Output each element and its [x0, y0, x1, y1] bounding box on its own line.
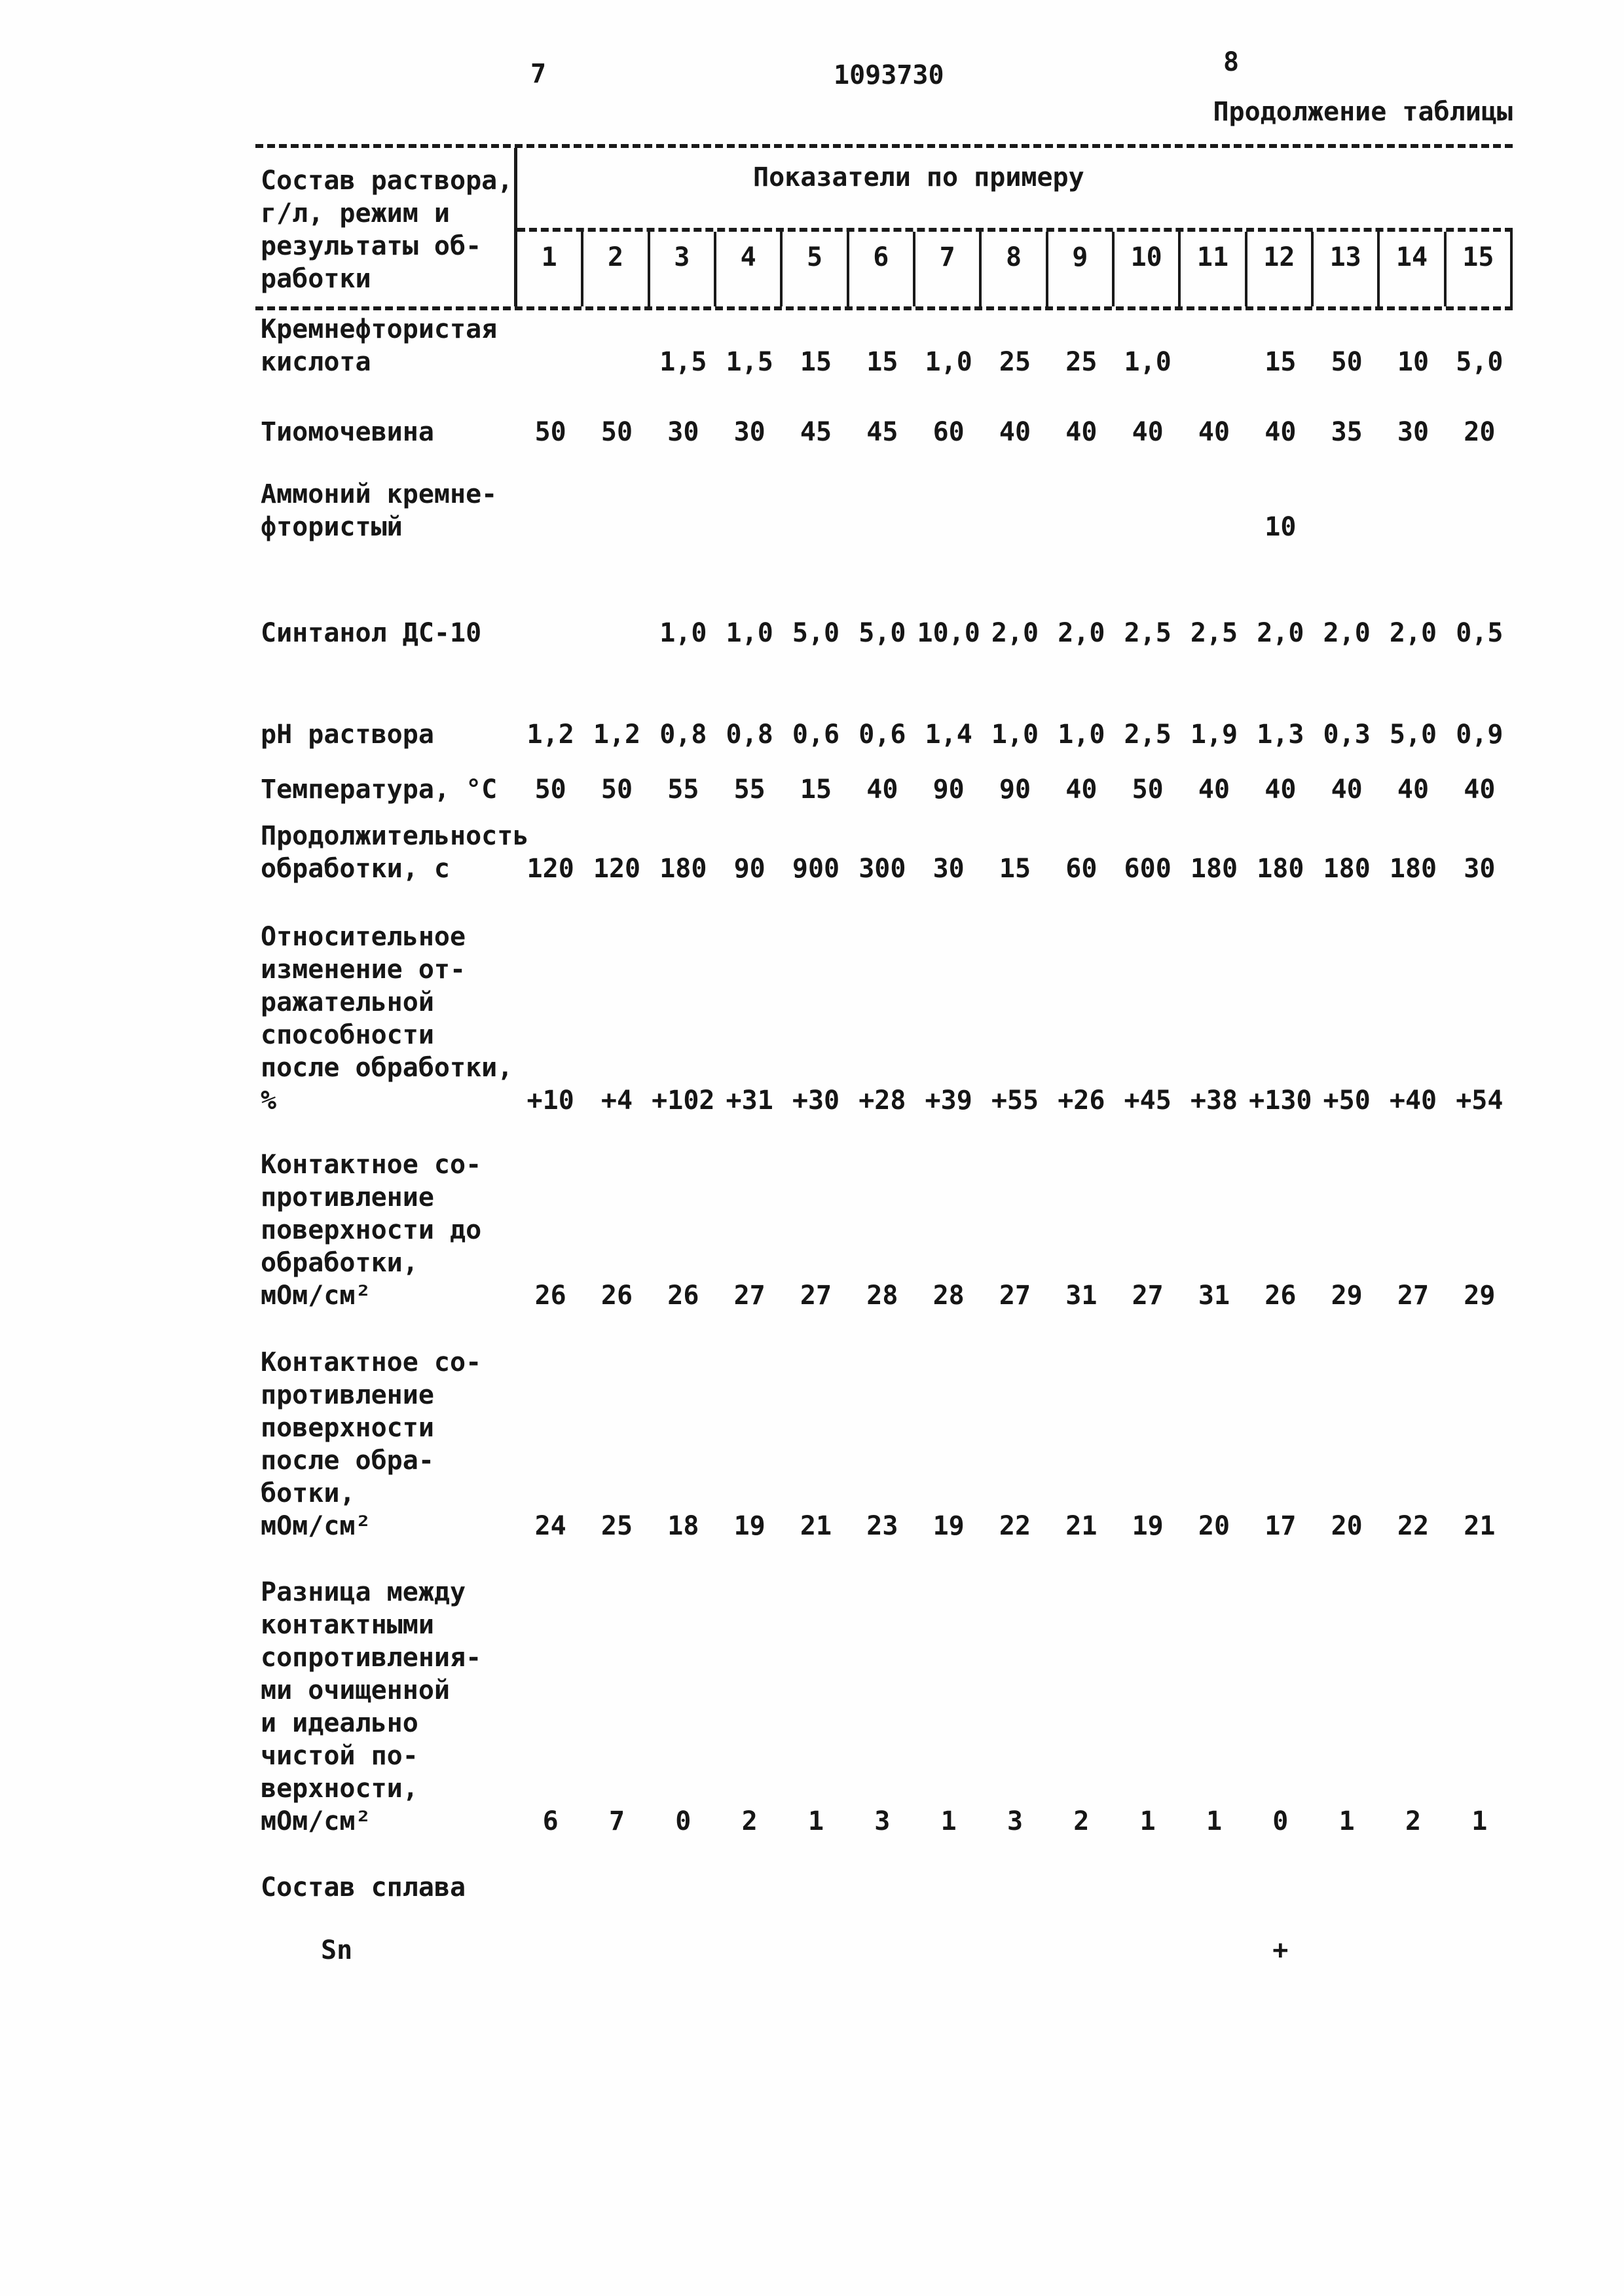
data-table: [255, 144, 1513, 2095]
cell-value: 25: [1065, 347, 1098, 377]
cell-value: 40: [1331, 774, 1363, 805]
cell-value: +45: [1124, 1085, 1172, 1116]
stub-header-line: результаты об-: [261, 231, 482, 261]
cell-value: 40: [1132, 417, 1164, 447]
row-label-line: обработки, с: [261, 854, 450, 884]
cell-value: 25: [999, 347, 1031, 377]
row-label-line: Аммоний кремне-: [261, 479, 498, 509]
column-header: 8: [982, 232, 1048, 306]
cell-value: 120: [526, 854, 574, 884]
table-row: [255, 773, 1513, 806]
cell-value: 180: [659, 854, 707, 884]
cell-value: 50: [1331, 347, 1363, 377]
cell-value: +40: [1389, 1085, 1437, 1116]
cell-value: 31: [1198, 1281, 1230, 1311]
cell-value: 26: [600, 1281, 633, 1311]
cell-value: 21: [800, 1511, 832, 1541]
table-row: [255, 478, 1513, 543]
cell-value: 55: [667, 774, 699, 805]
cell-value: 22: [1397, 1511, 1430, 1541]
row-label-line: поверхности: [261, 1413, 434, 1443]
cell-value: 1,2: [593, 720, 641, 750]
cell-value: 30: [1464, 854, 1496, 884]
cell-value: 1,0: [991, 720, 1039, 750]
column-header: 11: [1181, 232, 1247, 306]
cell-value: 5,0: [1456, 347, 1504, 377]
cell-value: 31: [1065, 1281, 1098, 1311]
cell-value: 19: [733, 1511, 766, 1541]
cell-value: 1,0: [659, 618, 707, 648]
row-label-line: способности: [261, 1020, 434, 1050]
column-header: 6: [849, 232, 915, 306]
cell-value: 1,5: [659, 347, 707, 377]
cell-value: 2,0: [991, 618, 1039, 648]
column-header: 3: [650, 232, 716, 306]
cell-value: 15: [866, 347, 898, 377]
cell-value: 180: [1389, 854, 1437, 884]
group-header: Показатели по примеру: [753, 162, 1084, 192]
cell-value: 1,3: [1257, 720, 1304, 750]
cell-value: +: [1272, 1935, 1289, 1965]
stub-header-line: Состав раствора,: [261, 166, 513, 196]
cell-value: 2,0: [1257, 618, 1304, 648]
cell-value: 2: [1073, 1806, 1090, 1836]
column-header: 14: [1380, 232, 1446, 306]
table-row: [255, 1148, 1513, 1312]
cell-value: 900: [792, 854, 840, 884]
cell-value: 17: [1264, 1511, 1297, 1541]
cell-value: 1: [1338, 1806, 1355, 1836]
row-label-line: верхности,: [261, 1774, 418, 1804]
cell-value: 50: [534, 417, 566, 447]
cell-value: 5,0: [858, 618, 906, 648]
cell-value: +55: [991, 1085, 1039, 1116]
table-continuation-note: Продолжение таблицы: [1213, 97, 1513, 127]
cell-value: +28: [858, 1085, 906, 1116]
cell-value: 120: [593, 854, 641, 884]
row-label-line: Контактное со-: [261, 1347, 482, 1377]
cell-value: 40: [1065, 774, 1098, 805]
cell-value: 1,0: [726, 618, 773, 648]
cell-value: 180: [1190, 854, 1238, 884]
cell-value: 40: [1264, 417, 1297, 447]
row-label-line: ботки,: [261, 1478, 356, 1508]
stub-header-line: г/л, режим и: [261, 198, 450, 228]
cell-value: 6: [542, 1806, 559, 1836]
cell-value: 50: [1132, 774, 1164, 805]
cell-value: 2,0: [1058, 618, 1105, 648]
cell-value: 28: [932, 1281, 965, 1311]
cell-value: 600: [1124, 854, 1172, 884]
cell-value: 2,0: [1389, 618, 1437, 648]
cell-value: 2,5: [1190, 618, 1238, 648]
cell-value: 2,0: [1323, 618, 1371, 648]
cell-value: 19: [932, 1511, 965, 1541]
row-label-line: Sn: [321, 1935, 353, 1965]
cell-value: 10: [1397, 347, 1430, 377]
cell-value: 5,0: [1389, 720, 1437, 750]
cell-value: 30: [932, 854, 965, 884]
cell-value: 30: [1397, 417, 1430, 447]
cell-value: 2,5: [1124, 618, 1172, 648]
table-body: [255, 144, 1513, 2095]
cell-value: 7: [608, 1806, 625, 1836]
row-label-line: Кремнефтористая: [261, 314, 498, 344]
cell-value: 26: [534, 1281, 566, 1311]
cell-value: 26: [667, 1281, 699, 1311]
table-row: [255, 1576, 1513, 1838]
cell-value: 1,2: [526, 720, 574, 750]
table-row: [255, 820, 1513, 885]
cell-value: 23: [866, 1511, 898, 1541]
cell-value: 180: [1257, 854, 1304, 884]
cell-value: 27: [1132, 1281, 1164, 1311]
cell-value: 50: [600, 417, 633, 447]
right-page-number: 8: [1223, 47, 1240, 77]
cell-value: 18: [667, 1511, 699, 1541]
cell-value: 1: [1139, 1806, 1156, 1836]
cell-value: +31: [726, 1085, 773, 1116]
table-row: [255, 617, 1513, 649]
row-label: [255, 1576, 517, 1838]
cell-value: 2,5: [1124, 720, 1172, 750]
column-header: 4: [716, 232, 783, 306]
cell-value: 15: [800, 774, 832, 805]
row-label-line: мОм/см²: [261, 1806, 371, 1836]
column-header: 15: [1447, 232, 1513, 306]
cell-value: 0,8: [659, 720, 707, 750]
cell-value: +30: [792, 1085, 840, 1116]
cell-value: 35: [1331, 417, 1363, 447]
row-label: [255, 820, 529, 885]
cell-value: 1: [940, 1806, 957, 1836]
cell-value: 1: [807, 1806, 824, 1836]
row-label-line: сопротивления-: [261, 1643, 482, 1673]
row-label-line: Синтанол ДС-10: [261, 618, 482, 648]
cell-value: 3: [874, 1806, 891, 1836]
cell-value: 40: [1198, 774, 1230, 805]
column-header: 12: [1247, 232, 1314, 306]
cell-value: 40: [1065, 417, 1098, 447]
cell-value: +38: [1190, 1085, 1238, 1116]
cell-value: 10: [1264, 512, 1297, 542]
cell-value: 26: [1264, 1281, 1297, 1311]
cell-value: 1,0: [1124, 347, 1172, 377]
row-label-line: кислота: [261, 347, 371, 377]
row-label: [255, 1148, 517, 1312]
cell-value: 27: [733, 1281, 766, 1311]
row-label: [255, 718, 517, 751]
row-label: [255, 617, 517, 649]
cell-value: 24: [534, 1511, 566, 1541]
row-label-line: Тиомочевина: [261, 417, 434, 447]
stub-header-line: работки: [261, 264, 371, 294]
row-label-line: мОм/см²: [261, 1511, 371, 1541]
cell-value: 20: [1464, 417, 1496, 447]
cell-value: 60: [1065, 854, 1098, 884]
cell-value: 1,9: [1190, 720, 1238, 750]
row-label: [255, 1934, 517, 1967]
document-number: 1093730: [834, 60, 944, 90]
row-label-line: изменение от-: [261, 955, 466, 985]
cell-value: 27: [1397, 1281, 1430, 1311]
cell-value: 1,0: [1058, 720, 1105, 750]
table-row: [255, 1871, 1513, 1904]
table-row: [255, 718, 1513, 751]
cell-value: 45: [866, 417, 898, 447]
cell-value: 0,6: [858, 720, 906, 750]
table-row: [255, 920, 1513, 1117]
cell-value: 15: [1264, 347, 1297, 377]
cell-value: 1,5: [726, 347, 773, 377]
cell-value: 50: [534, 774, 566, 805]
row-label: [255, 1871, 517, 1904]
row-label-line: %: [261, 1085, 277, 1116]
table-row: [255, 1934, 1513, 1967]
row-label-line: рН раствора: [261, 720, 434, 750]
row-label-line: мОм/см²: [261, 1281, 371, 1311]
row-label-line: ми очищенной: [261, 1675, 450, 1705]
row-label: [255, 773, 517, 806]
cell-value: 30: [667, 417, 699, 447]
row-label-line: Контактное со-: [261, 1150, 482, 1180]
row-label-line: Состав сплава: [261, 1872, 466, 1903]
cell-value: 40: [866, 774, 898, 805]
cell-value: 40: [1464, 774, 1496, 805]
cell-value: +39: [925, 1085, 972, 1116]
cell-value: +102: [652, 1085, 715, 1116]
row-label-line: поверхности до: [261, 1215, 482, 1245]
row-label-line: Температура, °С: [261, 774, 498, 805]
row-label: [255, 1346, 517, 1542]
column-header: 2: [583, 232, 650, 306]
cell-value: +26: [1058, 1085, 1105, 1116]
row-label-line: обработки,: [261, 1248, 418, 1278]
table-row: [255, 313, 1513, 378]
cell-value: 1: [1206, 1806, 1223, 1836]
row-label: [255, 920, 517, 1117]
cell-value: 3: [1006, 1806, 1024, 1836]
row-label: [255, 416, 517, 448]
cell-value: 25: [600, 1511, 633, 1541]
cell-value: +54: [1456, 1085, 1504, 1116]
cell-value: 30: [733, 417, 766, 447]
column-header: 10: [1115, 232, 1181, 306]
cell-value: 5,0: [792, 618, 840, 648]
cell-value: 0,9: [1456, 720, 1504, 750]
cell-value: 0,5: [1456, 618, 1504, 648]
left-page-number: 7: [530, 59, 547, 89]
cell-value: 27: [999, 1281, 1031, 1311]
cell-value: 2: [741, 1806, 758, 1836]
row-label-line: фтористый: [261, 512, 403, 542]
column-header: 9: [1048, 232, 1115, 306]
cell-value: 19: [1132, 1511, 1164, 1541]
cell-value: +4: [600, 1085, 633, 1116]
cell-value: 29: [1464, 1281, 1496, 1311]
table-row: [255, 416, 1513, 448]
cell-value: 1,0: [925, 347, 972, 377]
row-label-line: ражательной: [261, 987, 434, 1017]
column-header: 5: [783, 232, 849, 306]
cell-value: 180: [1323, 854, 1371, 884]
row-label-line: Продолжительность: [261, 821, 529, 851]
cell-value: 40: [1198, 417, 1230, 447]
row-label-line: контактными: [261, 1610, 434, 1640]
cell-value: 15: [800, 347, 832, 377]
cell-value: 40: [999, 417, 1031, 447]
cell-value: 22: [999, 1511, 1031, 1541]
cell-value: 29: [1331, 1281, 1363, 1311]
cell-value: 28: [866, 1281, 898, 1311]
cell-value: 21: [1065, 1511, 1098, 1541]
row-label: [255, 478, 517, 543]
cell-value: 90: [733, 854, 766, 884]
cell-value: 0: [1272, 1806, 1289, 1836]
row-label: [255, 313, 517, 378]
row-label-line: Относительное: [261, 922, 466, 952]
cell-value: 0: [675, 1806, 692, 1836]
cell-value: 27: [800, 1281, 832, 1311]
cell-value: 2: [1405, 1806, 1422, 1836]
cell-value: 10,0: [917, 618, 980, 648]
cell-value: 0,8: [726, 720, 773, 750]
cell-value: 40: [1264, 774, 1297, 805]
column-header: 13: [1314, 232, 1380, 306]
row-label-line: противление: [261, 1380, 434, 1410]
cell-value: 90: [999, 774, 1031, 805]
cell-value: 1,4: [925, 720, 972, 750]
cell-value: 20: [1331, 1511, 1363, 1541]
cell-value: 0,3: [1323, 720, 1371, 750]
cell-value: 55: [733, 774, 766, 805]
cell-value: 50: [600, 774, 633, 805]
row-label-line: чистой по-: [261, 1741, 418, 1771]
cell-value: 20: [1198, 1511, 1230, 1541]
cell-value: 0,6: [792, 720, 840, 750]
cell-value: 90: [932, 774, 965, 805]
cell-value: +130: [1249, 1085, 1312, 1116]
row-label-line: после обра-: [261, 1446, 434, 1476]
cell-value: 40: [1397, 774, 1430, 805]
row-label-line: противление: [261, 1182, 434, 1212]
cell-value: 300: [858, 854, 906, 884]
cell-value: 60: [932, 417, 965, 447]
column-header: 7: [915, 232, 982, 306]
cell-value: +50: [1323, 1085, 1371, 1116]
cell-value: 1: [1471, 1806, 1488, 1836]
cell-value: +10: [526, 1085, 574, 1116]
cell-value: 45: [800, 417, 832, 447]
column-header: 1: [517, 232, 583, 306]
cell-value: 15: [999, 854, 1031, 884]
row-label-line: после обработки,: [261, 1053, 513, 1083]
table-row: [255, 1346, 1513, 1542]
cell-value: 21: [1464, 1511, 1496, 1541]
row-label-line: и идеально: [261, 1708, 418, 1738]
row-label-line: Разница между: [261, 1577, 466, 1607]
